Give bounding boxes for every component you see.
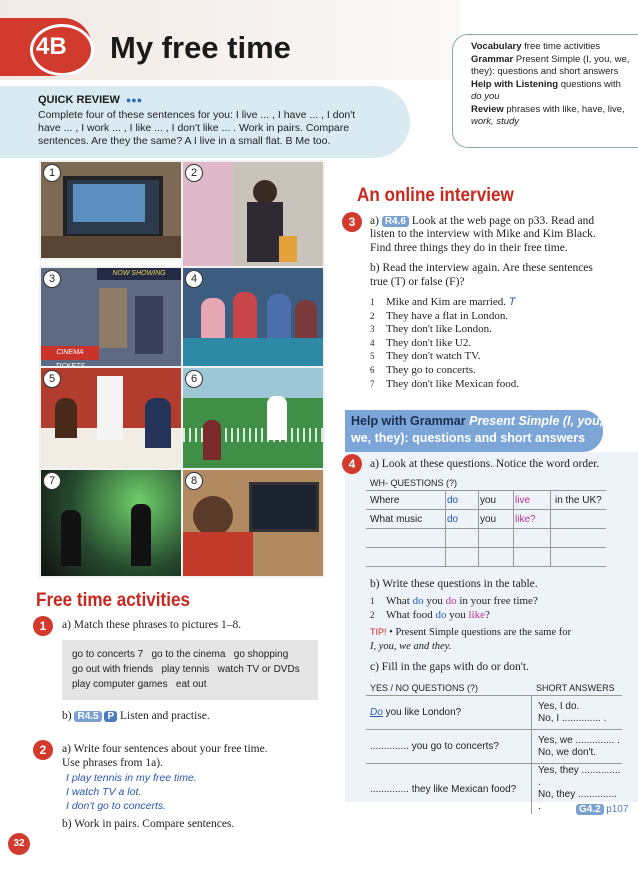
tip <box>370 627 571 638</box>
quick-review-box <box>0 86 410 158</box>
vocab-text: free time activities <box>524 41 601 52</box>
statement-item: 3 They don't like London. <box>370 323 492 336</box>
table-row: Do you like London? Yes, I do. No, I .............. . <box>366 696 622 730</box>
exercise-2a-line-2: Use phrases from 1a). <box>62 757 163 769</box>
exercise-4a: a) Look at these questions. Notice the word order. <box>370 458 600 470</box>
review-label: Review <box>471 104 504 115</box>
free-time-title: Free time activities <box>36 590 190 611</box>
statement-item: 1 Mike and Kim are married. T <box>370 296 516 308</box>
listening-text: questions with <box>560 79 621 90</box>
quick-review-line-1: Complete four of these sentences for you: I live ... , I have ... , I don't <box>38 109 356 121</box>
table-row <box>366 529 606 548</box>
review-text: phrases with like, have, live, <box>506 104 625 115</box>
statement-list <box>370 296 519 391</box>
phrases-row-2: go out with friends play tennis watch TV or DVDs <box>72 664 300 675</box>
picture-7 <box>39 468 183 578</box>
exercise-4b: b) Write these questions in the table. <box>370 578 538 590</box>
table-row: .............. you go to concerts? Yes, we .............. . No, we don't. <box>366 730 622 764</box>
table-row <box>366 548 606 567</box>
listening-label: Help with Listening <box>471 79 559 90</box>
statement-item: 2 They have a flat in London. <box>370 309 509 322</box>
wh-questions-header: WH- QUESTIONS (?) <box>370 478 457 488</box>
tip-label: TIP! <box>370 627 387 637</box>
picture-8 <box>181 468 325 578</box>
grammar-ref-badge[interactable]: G4.2 <box>576 804 604 815</box>
picture-7-number: 7 <box>43 472 61 490</box>
example-sentence-1: I play tennis in my free time. <box>66 772 197 784</box>
table-row: What music do you like? <box>366 510 606 529</box>
exercise-3a-label: a) <box>370 215 379 227</box>
table-row: .............. they like Mexican food? Yes, they .............. . No, they .............. . <box>370 765 621 812</box>
audio-badge-r45[interactable]: R4.5 <box>74 711 101 722</box>
interview-title: An online interview <box>357 185 514 206</box>
exercise-3a-line-1: Look at the web page on p33. Read and <box>411 215 595 227</box>
cinema-tickets-sign: CINEMA <box>41 346 99 360</box>
grammar-ref-page[interactable]: p107 <box>606 804 629 815</box>
quick-review-dots: ●●● <box>125 95 143 105</box>
picture-2-number: 2 <box>185 164 203 182</box>
phrases-row-1: go to concerts 7 go to the cinema go shopping <box>72 649 289 660</box>
grammar-text-2: they): questions and short answers <box>471 66 619 77</box>
picture-4 <box>181 266 325 370</box>
unit-number: 4B <box>36 33 67 60</box>
help-label: Help with Grammar <box>351 414 466 428</box>
grammar-text: Present Simple (I, you, we, <box>515 54 630 65</box>
picture-2 <box>181 160 325 270</box>
listening-text-2: do you <box>471 91 500 102</box>
exercise-4-number: 4 <box>342 454 362 474</box>
help-with-grammar-banner <box>345 410 603 452</box>
grammar-reference <box>576 804 628 815</box>
picture-5 <box>39 366 183 472</box>
exercise-1b-label: b) <box>62 710 72 722</box>
picture-3 <box>39 266 183 370</box>
picture-4-number: 4 <box>185 270 203 288</box>
exercise-3-number: 3 <box>342 212 362 232</box>
short-answers-header: SHORT ANSWERS <box>536 683 615 693</box>
objectives-box <box>452 34 638 148</box>
phrase-box <box>62 640 318 700</box>
exercise-3a-line-3: Find three things they do in their free time. <box>370 242 568 254</box>
tip-line-1: • Present Simple questions are the same for <box>389 627 571 638</box>
example-sentence-2: I watch TV a lot. <box>66 786 142 798</box>
audio-badge-r46[interactable]: R4.6 <box>382 216 409 227</box>
exercise-3a <box>370 214 594 228</box>
exercise-3b-line-1: b) Read the interview again. Are these sentences <box>370 262 593 274</box>
statement-item: 4 They don't like U2. <box>370 336 472 349</box>
review-text-2: work, study <box>471 116 520 127</box>
picture-6-number: 6 <box>185 370 203 388</box>
tip-line-2: I, you, we and they. <box>370 641 452 652</box>
picture-3-number: 3 <box>43 270 61 288</box>
question-2: 2 What food do you like? <box>370 609 490 621</box>
help-title-2: we, they): questions and short answers <box>351 431 586 445</box>
pronunciation-badge: P <box>104 711 117 722</box>
statement-item: 5 They don't watch TV. <box>370 350 481 363</box>
vocab-label: Vocabulary <box>471 41 522 52</box>
table-row: Where do you live in the UK? <box>366 491 606 510</box>
picture-1-number: 1 <box>43 164 61 182</box>
wh-questions-table <box>366 490 606 567</box>
exercise-1a: a) Match these phrases to pictures 1–8. <box>62 619 242 631</box>
grammar-label: Grammar <box>471 54 514 65</box>
page-number: 32 <box>8 833 30 855</box>
quick-review-line-3: sentences. Are they the same? A I live in a small flat. B Me too. <box>38 135 331 147</box>
now-showing-sign: NOW SHOWING <box>97 268 181 280</box>
quick-review-heading: QUICK REVIEW <box>38 94 120 106</box>
picture-1 <box>39 160 183 260</box>
quick-review-line-2: have ... , I work ... , I like ... , I don't like ... . Work in pairs. Compare <box>38 122 350 134</box>
yes-no-table <box>366 695 622 814</box>
exercise-1b <box>62 710 210 722</box>
phrases-row-3: play computer games eat out <box>72 679 207 690</box>
exercise-2a: a) Write four sentences about your free time. <box>62 743 268 755</box>
help-title-1: Present Simple (I, you, <box>469 414 604 428</box>
exercise-4c: c) Fill in the gaps with do or don't. <box>370 661 529 673</box>
exercise-2-number: 2 <box>33 740 53 760</box>
example-sentence-3: I don't go to concerts. <box>66 800 167 812</box>
exercise-1b-text: Listen and practise. <box>120 710 210 722</box>
exercise-3a-line-2: listen to the interview with Mike and Kim Black. <box>370 228 596 240</box>
exercise-1-number: 1 <box>33 616 53 636</box>
picture-5-number: 5 <box>43 370 61 388</box>
statement-item: 7 They don't like Mexican food. <box>370 377 520 390</box>
picture-8-number: 8 <box>185 472 203 490</box>
exercise-3b-line-2: true (T) or false (F)? <box>370 276 465 288</box>
yes-no-header: YES / NO QUESTIONS (?) <box>370 683 479 693</box>
picture-6 <box>181 366 325 472</box>
question-1: 1 What do you do in your free time? <box>370 595 538 607</box>
statement-item: 6 They go to concerts. <box>370 363 476 376</box>
page-title: My free time <box>110 30 291 65</box>
exercise-2b: b) Work in pairs. Compare sentences. <box>62 818 235 830</box>
